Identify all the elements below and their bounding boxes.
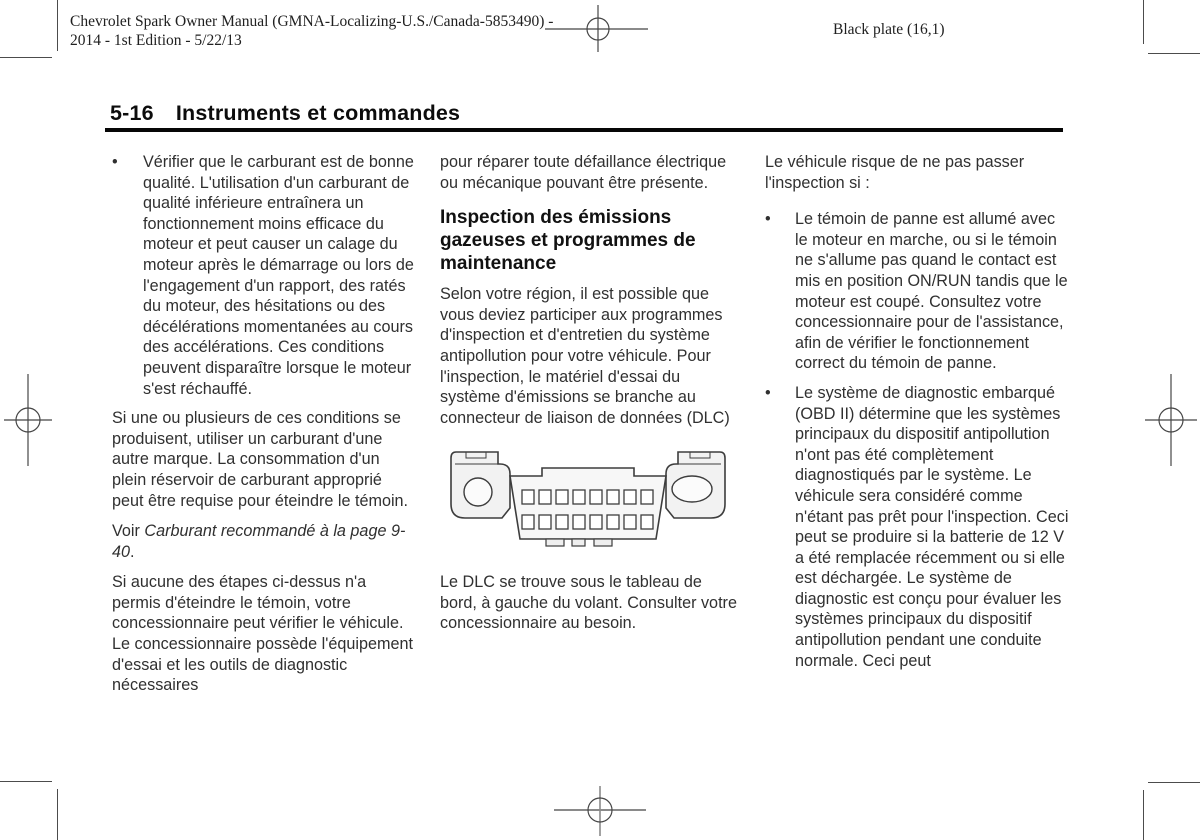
heading-rule [105,128,1063,132]
bullet-marker: • [765,210,771,229]
subsection-heading: Inspection des émissions gazeuses et programmes de maintenance [440,207,696,275]
paragraph: Le véhicule risque de ne pas passer l'inspection si : [765,153,1025,192]
crop-mark [1143,0,1144,44]
reference-prefix: Voir [112,522,145,541]
cross-reference [112,521,414,562]
paragraph: Si une ou plusieurs de ces conditions se produisent, utiliser un carburant d'une autre marque. La consommation d'un plein réservoir de carburant approprié peut être requise pour éteindre le témoin. [112,409,409,510]
crop-mark [0,57,52,58]
section-heading [110,101,460,126]
manual-header-line2: 2014 - 1st Edition - 5/22/13 [70,32,242,49]
dlc-connector-diagram-icon [442,442,734,554]
text-column-2 [440,152,743,644]
manual-header-line1: Chevrolet Spark Owner Manual (GMNA-Localizing-U.S./Canada-5853490) - [70,13,554,30]
figure [442,442,743,560]
crop-mark [57,789,58,840]
list-item-text: Le témoin de panne est allumé avec le moteur en marche, ou si le témoin ne s'allume pas quand le contact est mis en position ON/RUN tandis que le moteur est coupé. Consultez votre concessionnaire pour de l'assistance, afin de vérifier le fonctionnement correct du témoin de panne. [795,210,1068,373]
bullet-marker: • [112,153,118,171]
bullet-marker: • [765,383,771,402]
crop-mark [0,781,52,782]
list-item-text: Le système de diagnostic embarqué (OBD II) détermine que les systèmes principaux du dispositif antipollution n'ont pas été complètement diagnostiqués par le système. Le véhicule sera considéré comme n'étant pas prêt pour l'inspection. Ceci peut se produire si la batterie de 12 V a été remplacée récemment ou si elle est déchargée. Le système de diagnostic est conçu pour évaluer les systèmes principaux du dispositif antipollution pendant une conduite normale. Ceci peut [795,383,1069,670]
registration-mark-left [2,372,54,468]
text-column-3 [765,152,1069,680]
list-item [112,152,414,399]
registration-mark-bottom [552,784,648,838]
text-column-1 [112,152,414,706]
reference-link-text: Carburant recommandé à la page 9-40 [112,522,406,561]
registration-mark-right [1145,372,1199,468]
section-title: Instruments et commandes [175,101,461,125]
paragraph: Selon votre région, il est possible que vous deviez participer aux programmes d'inspection et d'entretien du système antipollution pour votre véhicule. Pour l'inspection, le matériel d'essai du système d'émissions se branche au connecteur de liaison de données (DLC) [440,285,730,427]
reference-suffix: . [130,542,135,561]
list-item [765,209,1069,374]
paragraph: Le DLC se trouve sous le tableau de bord, à gauche du volant. Consulter votre concessionnaire au besoin. [440,572,737,633]
crop-mark [1148,782,1200,783]
plate-label: Black plate (16,1) [833,21,945,38]
paragraph: pour réparer toute défaillance électrique ou mécanique pouvant être présente. [440,153,727,192]
list-item-text: Vérifier que le carburant est de bonne qualité. L'utilisation d'un carburant de qualité inférieure entraînera un fonctionnement moins efficace du moteur et peut causer un calage du moteur après le démarrage ou lors de l'engagement d'un rapport, des ratés du moteur, des hésitations ou des décélérations momentanées au cours des accélérations. Ces conditions peuvent disparaître lorsque le moteur s'est réchauffé. [143,153,414,398]
paragraph: Si aucune des étapes ci-dessus n'a permis d'éteindre le témoin, votre concessionnaire peut vérifier le véhicule. Le concessionnaire possède l'équipement d'essai et les outils de diagnostic nécessaires [112,573,413,695]
list-item [765,383,1069,671]
registration-mark-top [540,0,655,58]
page-number: 5-16 [110,101,154,125]
crop-mark [1143,790,1144,840]
manual-header [70,12,553,50]
crop-mark [1148,53,1200,54]
crop-mark [57,0,58,51]
